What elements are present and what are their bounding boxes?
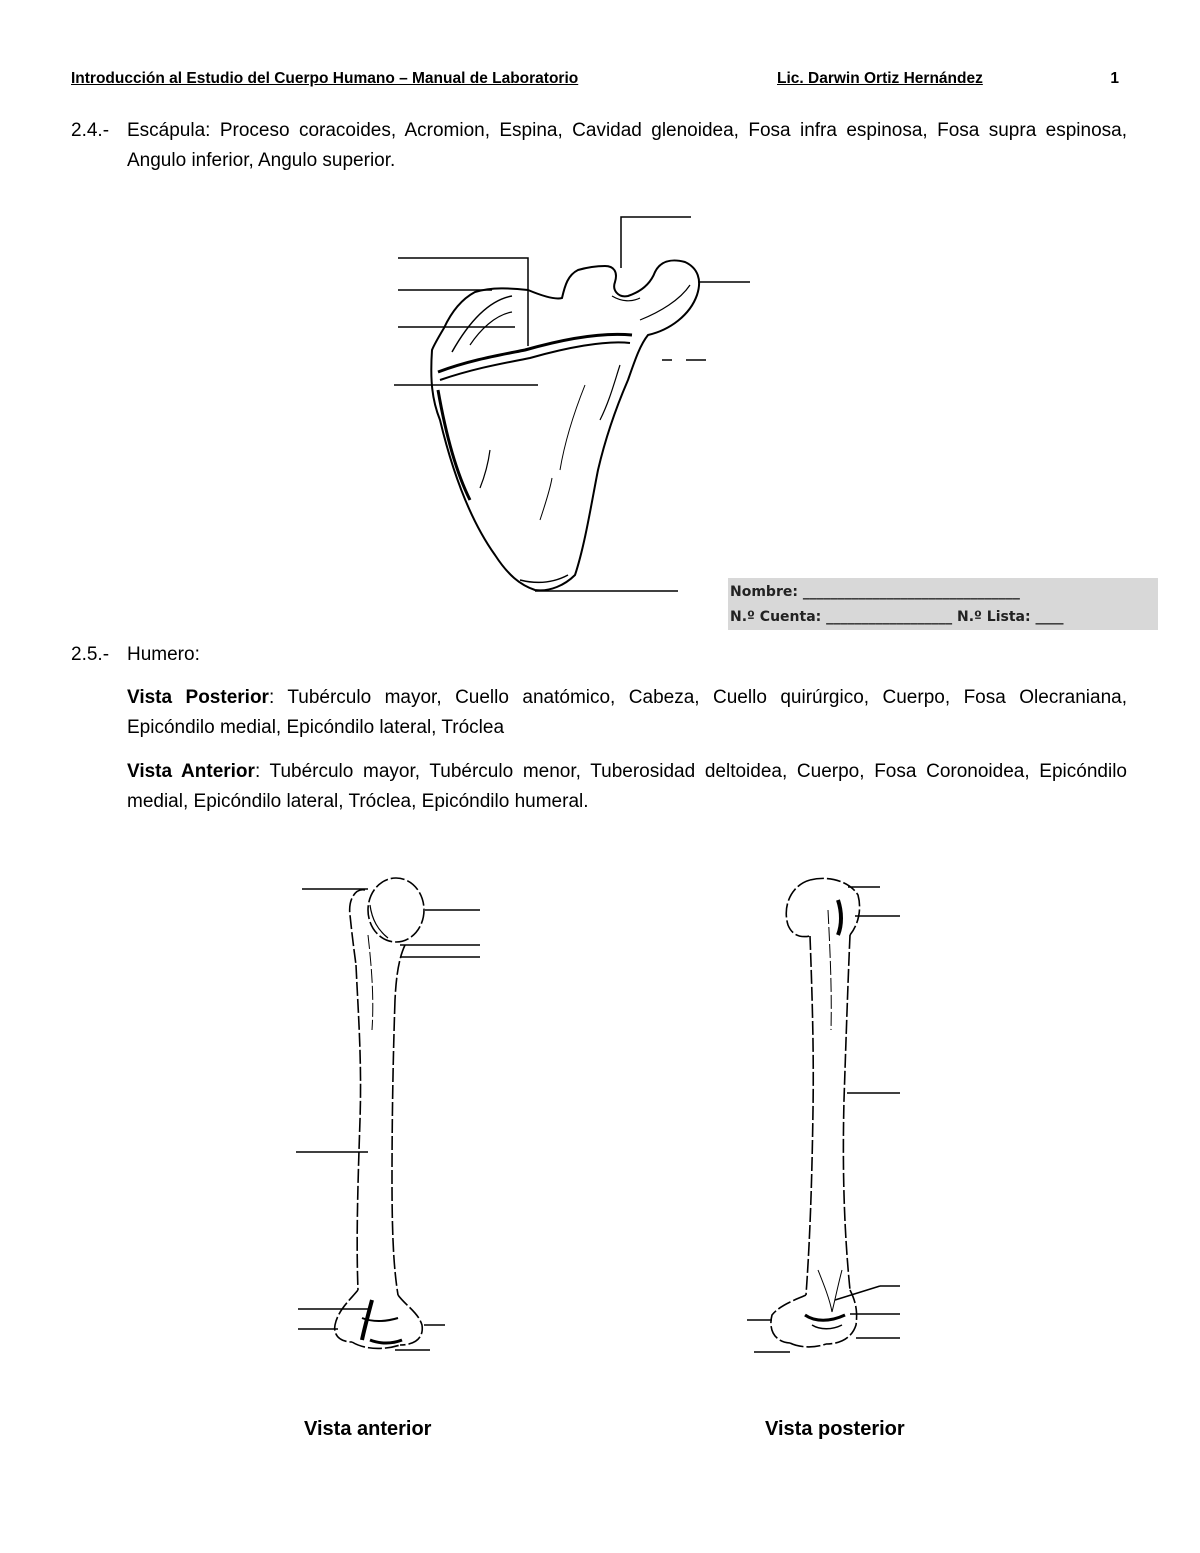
posterior-label: Vista Posterior	[127, 687, 269, 708]
name-blank[interactable]: _______________________________	[802, 584, 1020, 600]
anterior-text: : Tubérculo mayor, Tubérculo menor, Tuberosidad deltoidea, Cuerpo, Fosa Coronoidea, Epicóndilo medial, Epicóndilo lateral, Tróclea, Epicóndilo humeral.	[127, 761, 1127, 812]
caption-anterior: Vista anterior	[304, 1418, 432, 1440]
caption-posterior: Vista posterior	[765, 1418, 905, 1440]
list-blank[interactable]: ____	[1035, 609, 1064, 625]
name-label: Nombre:	[730, 584, 798, 600]
anterior-label: Vista Anterior	[127, 761, 255, 782]
page-number: 1	[1110, 70, 1119, 87]
header-title: Introducción al Estudio del Cuerpo Humano – Manual de Laboratorio	[71, 70, 579, 87]
section-2-5-number: 2.5.-	[71, 644, 110, 665]
header-author: Lic. Darwin Ortiz Hernández	[777, 70, 983, 87]
section-2-4-number: 2.4.-	[71, 120, 110, 141]
account-blank[interactable]: __________________	[826, 609, 953, 625]
list-label: N.º Lista:	[957, 609, 1031, 625]
posterior-text: : Tubérculo mayor, Cuello anatómico, Cabeza, Cuello quirúrgico, Cuerpo, Fosa Olecraniana, Epicóndilo medial, Epicóndilo lateral, Tróclea	[127, 687, 1127, 738]
section-2-5-title: Humero:	[127, 644, 200, 665]
humerus-posterior-label-lines	[747, 887, 900, 1352]
section-2-4-text: Escápula: Proceso coracoides, Acromion, Espina, Cavidad glenoidea, Fosa infra espinosa, Fosa supra espinosa, Angulo inferior, Angulo superior.	[127, 120, 1127, 171]
account-label: N.º Cuenta:	[730, 609, 822, 625]
